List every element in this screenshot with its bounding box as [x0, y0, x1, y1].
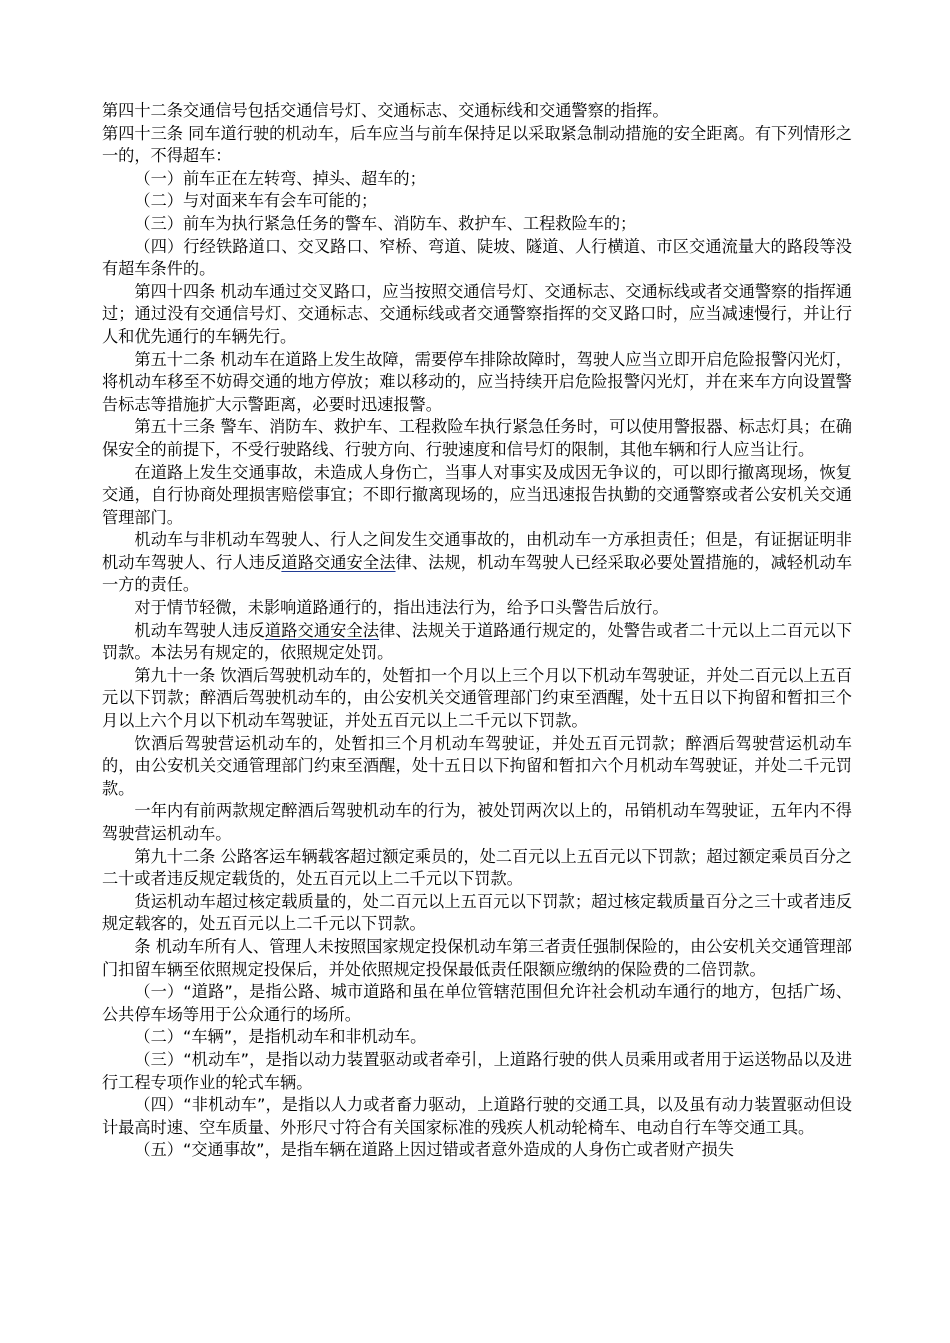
paragraph-text-after: 律、法规，机动车驾驶人已经采取必要处置措施的，减轻机动车一方的责任。	[102, 552, 853, 595]
law-link[interactable]: 道路交通安全法	[281, 552, 396, 572]
paragraph-art53: 第五十三条 警车、消防车、救护车、工程救险车执行紧急任务时，可以使用警报器、标志灯具；在确保安全的前提下，不受行驶路线、行驶方向、行驶速度和信号灯的限制，其他车辆和行人应当让行。	[102, 417, 852, 459]
paragraph-art52: 第五十二条 机动车在道路上发生故障，需要停车排除故障时，驾驶人应当立即开启危险报警闪光灯，将机动车移至不妨碍交通的地方停放；难以移动的，应当持续开启危险报警闪光灯，并在来车方向设置警告标志等措施扩大示警距离，必要时迅速报警。	[102, 349, 852, 414]
paragraph-minor-violation: 对于情节轻微，未影响道路通行的，指出违法行为，给予口头警告后放行。	[134, 598, 669, 618]
paragraph-art92-freight: 货运机动车超过核定载质量的，处二百元以上五百元以下罚款；超过核定载质量百分之三十或者违反规定载客的，处五百元以上二千元以下罚款。	[102, 891, 852, 934]
paragraph-text-after: 律、法规关于道路通行规定的，处警告或者二十元以上二百元以下罚款。本法另有规定的，依照规定处罚。	[102, 620, 853, 663]
paragraph-def-non-motor-vehicle: （四）“非机动车”，是指以人力或者畜力驱动，上道路行驶的交通工具，以及虽有动力装置驱动但设计最高时速、空车质量、外形尺寸符合有关国家标准的残疾人机动轮椅车、电动自行车等交通工具。	[102, 1095, 852, 1137]
paragraph-def-road: （一）“道路”，是指公路、城市道路和虽在单位管辖范围但允许社会机动车通行的地方，包括广场、公共停车场等用于公众通行的场所。	[102, 982, 852, 1024]
paragraph-def-traffic-accident: （五）“交通事故”，是指车辆在道路上因过错或者意外造成的人身伤亡或者财产损失	[134, 1140, 734, 1160]
document-page	[102, 100, 852, 1162]
paragraph-art43-item1: （一）前车正在左转弯、掉头、超车的；	[134, 168, 426, 188]
paragraph-art91: 第九十一条 饮酒后驾驶机动车的，处暂扣一个月以上三个月以下机动车驾驶证，并处二百元以上五百元以下罚款；醉酒后驾驶机动车的，由公安机关交通管理部门约束至酒醒，处十五日以下拘留和暂扣三个月以上六个月以下机动车驾驶证，并处五百元以上二千元以下罚款。	[102, 665, 852, 731]
paragraph-art92: 第九十二条 公路客运车辆载客超过额定乘员的，处二百元以上五百元以下罚款；超过额定乘员百分之二十或者违反规定载货的，处五百元以上二千元以下罚款。	[102, 846, 852, 889]
paragraph-accident-minor: 在道路上发生交通事故，未造成人身伤亡，当事人对事实及成因无争议的，可以即行撤离现场，恢复交通，自行协商处理损害赔偿事宜；不即行撤离现场的，应当迅速报告执勤的交通警察或者公安机关交通管理部门。	[102, 462, 852, 527]
paragraph-def-vehicle: （二）“车辆”，是指机动车和非机动车。	[134, 1027, 427, 1047]
paragraph-art91-repeat: 一年内有前两款规定醉酒后驾驶机动车的行为，被处罚两次以上的，吊销机动车驾驶证，五年内不得驾驶营运机动车。	[102, 801, 852, 843]
paragraph-text-before: 机动车驾驶人违反	[134, 620, 265, 640]
paragraph-def-motor-vehicle: （三）“机动车”，是指以动力装置驱动或者牵引，上道路行驶的供人员乘用或者用于运送物品以及进行工程专项作业的轮式车辆。	[102, 1049, 852, 1092]
paragraph-art43-item4: （四）行经铁路道口、交叉路口、窄桥、弯道、陡坡、隧道、人行横道、市区交通流量大的路段等没有超车条件的。	[102, 236, 852, 279]
paragraph-penalty-general	[102, 620, 852, 665]
paragraph-art91-commercial: 饮酒后驾驶营运机动车的，处暂扣三个月机动车驾驶证，并处五百元罚款；醉酒后驾驶营运机动车的，由公安机关交通管理部门约束至酒醒，处十五日以下拘留和暂扣六个月机动车驾驶证，并处二千元罚款。	[102, 733, 852, 798]
law-link[interactable]: 道路交通安全法	[264, 620, 380, 640]
paragraph-accident-liability	[102, 529, 852, 597]
paragraph-art43: 第四十三条 同车道行驶的机动车，后车应当与前车保持足以采取紧急制动措施的安全距离。有下列情形之一的，不得超车：	[102, 123, 852, 166]
paragraph-insurance: 条 机动车所有人、管理人未按照国家规定投保机动车第三者责任强制保险的，由公安机关交通管理部门扣留车辆至依照规定投保后，并处依照规定投保最低责任限额应缴纳的保险费的二倍罚款。	[102, 936, 852, 979]
paragraph-art43-item3: （三）前车为执行紧急任务的警车、消防车、救护车、工程救险车的；	[134, 213, 637, 233]
paragraph-art44: 第四十四条 机动车通过交叉路口，应当按照交通信号灯、交通标志、交通标线或者交通警察的指挥通过；通过没有交通信号灯、交通标志、交通标线或者交通警察指挥的交叉路口时，应当减速慢行，并让行人和优先通行的车辆先行。	[102, 281, 852, 346]
paragraph-text-before: 机动车与非机动车驾驶人、行人之间发生交通事故的，由机动车一方承担责任；但是，有证据证明非机动车驾驶人、行人违反	[102, 530, 852, 572]
paragraph-art42: 第四十二条交通信号包括交通信号灯、交通标志、交通标线和交通警察的指挥。	[102, 101, 669, 120]
paragraph-art43-item2: （二）与对面来车有会车可能的；	[134, 191, 378, 211]
